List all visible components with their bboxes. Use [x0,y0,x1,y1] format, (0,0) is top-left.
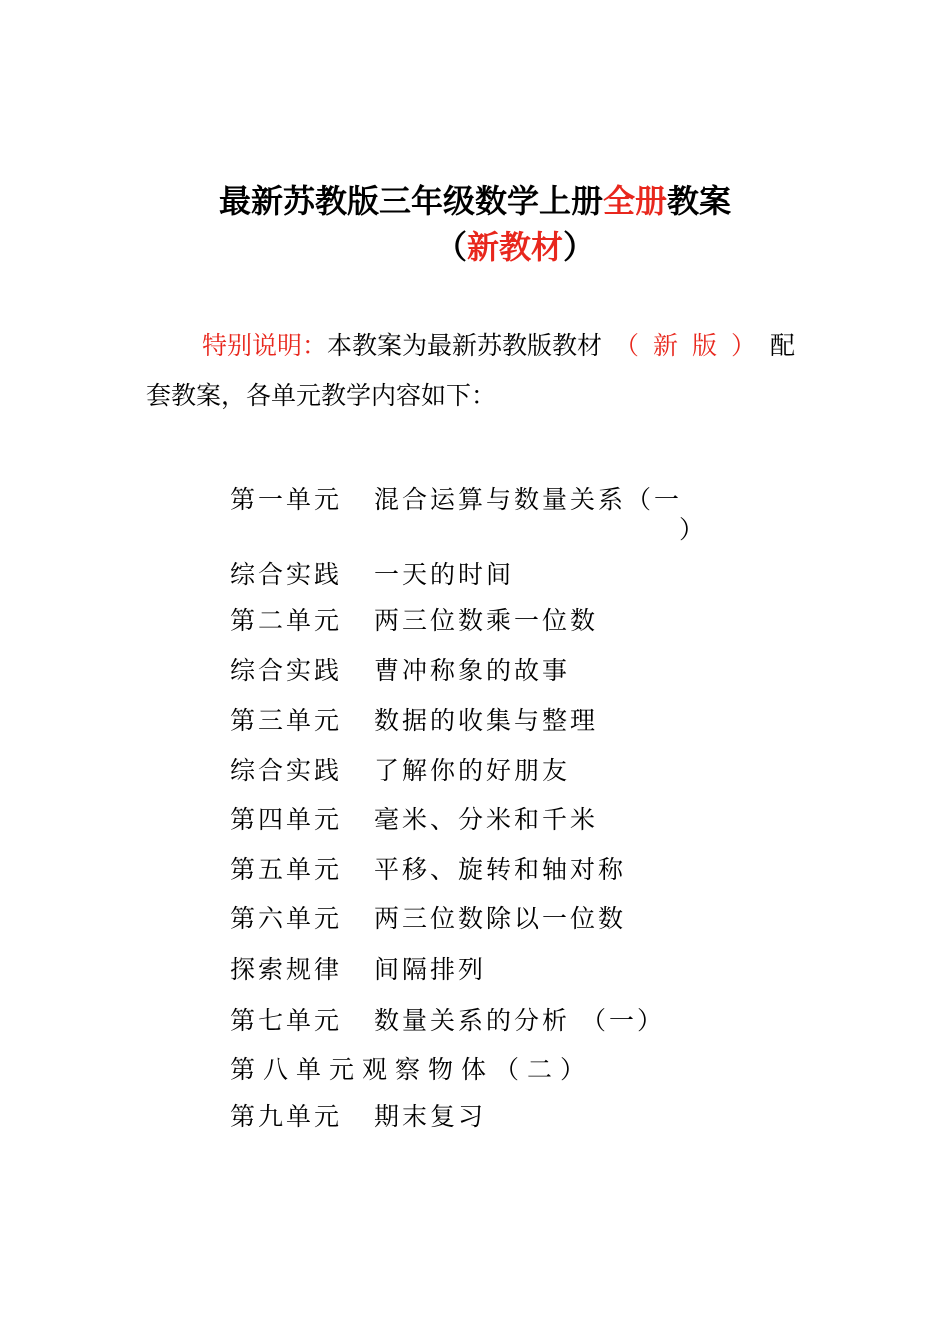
unit-topic: 一天的时间 [374,560,515,589]
unit-label: 第二单元 [230,606,343,635]
unit-label: 第三单元 [230,706,343,735]
unit-label: 综合实践 [230,656,343,685]
note-text-end: 配 [770,331,796,360]
unit-topic-wrap: ） [679,515,705,544]
list-item [230,950,486,986]
unit-label: 综合实践 [230,756,343,785]
list-item [230,1097,486,1133]
subtitle-open-paren: （ [434,228,467,266]
title-highlight: 全册 [602,182,667,220]
unit-topic: 曹冲称象的故事 [374,656,571,685]
subtitle-close-paren: ） [563,228,596,266]
list-item [230,800,598,836]
unit-topic: 期末复习 [374,1102,487,1131]
list-item [230,899,626,935]
unit-label: 第七单元 [230,1006,343,1035]
list-item [230,651,570,687]
list-item [230,601,598,637]
list-item [230,1050,593,1086]
list-item [230,751,570,787]
unit-topic: 观察物体（二） [362,1055,594,1084]
note-label: 特别说明： [202,331,328,360]
unit-label: 探索规律 [230,955,343,984]
list-item [230,850,626,886]
unit-topic: 数量关系的分析 （一） [374,1006,665,1035]
unit-label: 第四单元 [230,805,343,834]
unit-label: 第九单元 [230,1102,343,1131]
unit-topic: 混合运算与数量关系（一 [374,485,683,514]
special-note-line2 [146,376,496,412]
document-subtitle [40,222,950,268]
title-end: 教案 [667,182,732,220]
list-item [230,701,598,737]
unit-label: 第八单元 [230,1055,363,1084]
list-item [230,1001,665,1037]
unit-topic: 两三位数乘一位数 [374,606,599,635]
unit-label: 综合实践 [230,560,343,589]
unit-label: 第六单元 [230,904,343,933]
unit-topic: 毫米、分米和千米 [374,805,599,834]
title-main: 最新苏教版三年级数学上册 [218,182,603,220]
unit-topic: 了解你的好朋友 [374,756,571,785]
unit-topic: 平移、旋转和轴对称 [374,855,627,884]
unit-label: 第一单元 [230,485,343,514]
unit-topic: 数据的收集与整理 [374,706,599,735]
subtitle-text: 新教材 [466,228,563,266]
unit-label: 第五单元 [230,855,343,884]
document-title [0,176,950,222]
list-item [230,480,705,544]
note-version: （新版） [614,331,771,360]
unit-topic: 间隔排列 [374,955,487,984]
unit-topic: 两三位数除以一位数 [374,904,627,933]
note-continuation: 套教案，各单元教学内容如下： [146,381,497,410]
list-item [230,555,514,591]
note-text: 本教案为最新苏教版教材 [327,331,603,360]
special-note-line1 [202,326,795,362]
